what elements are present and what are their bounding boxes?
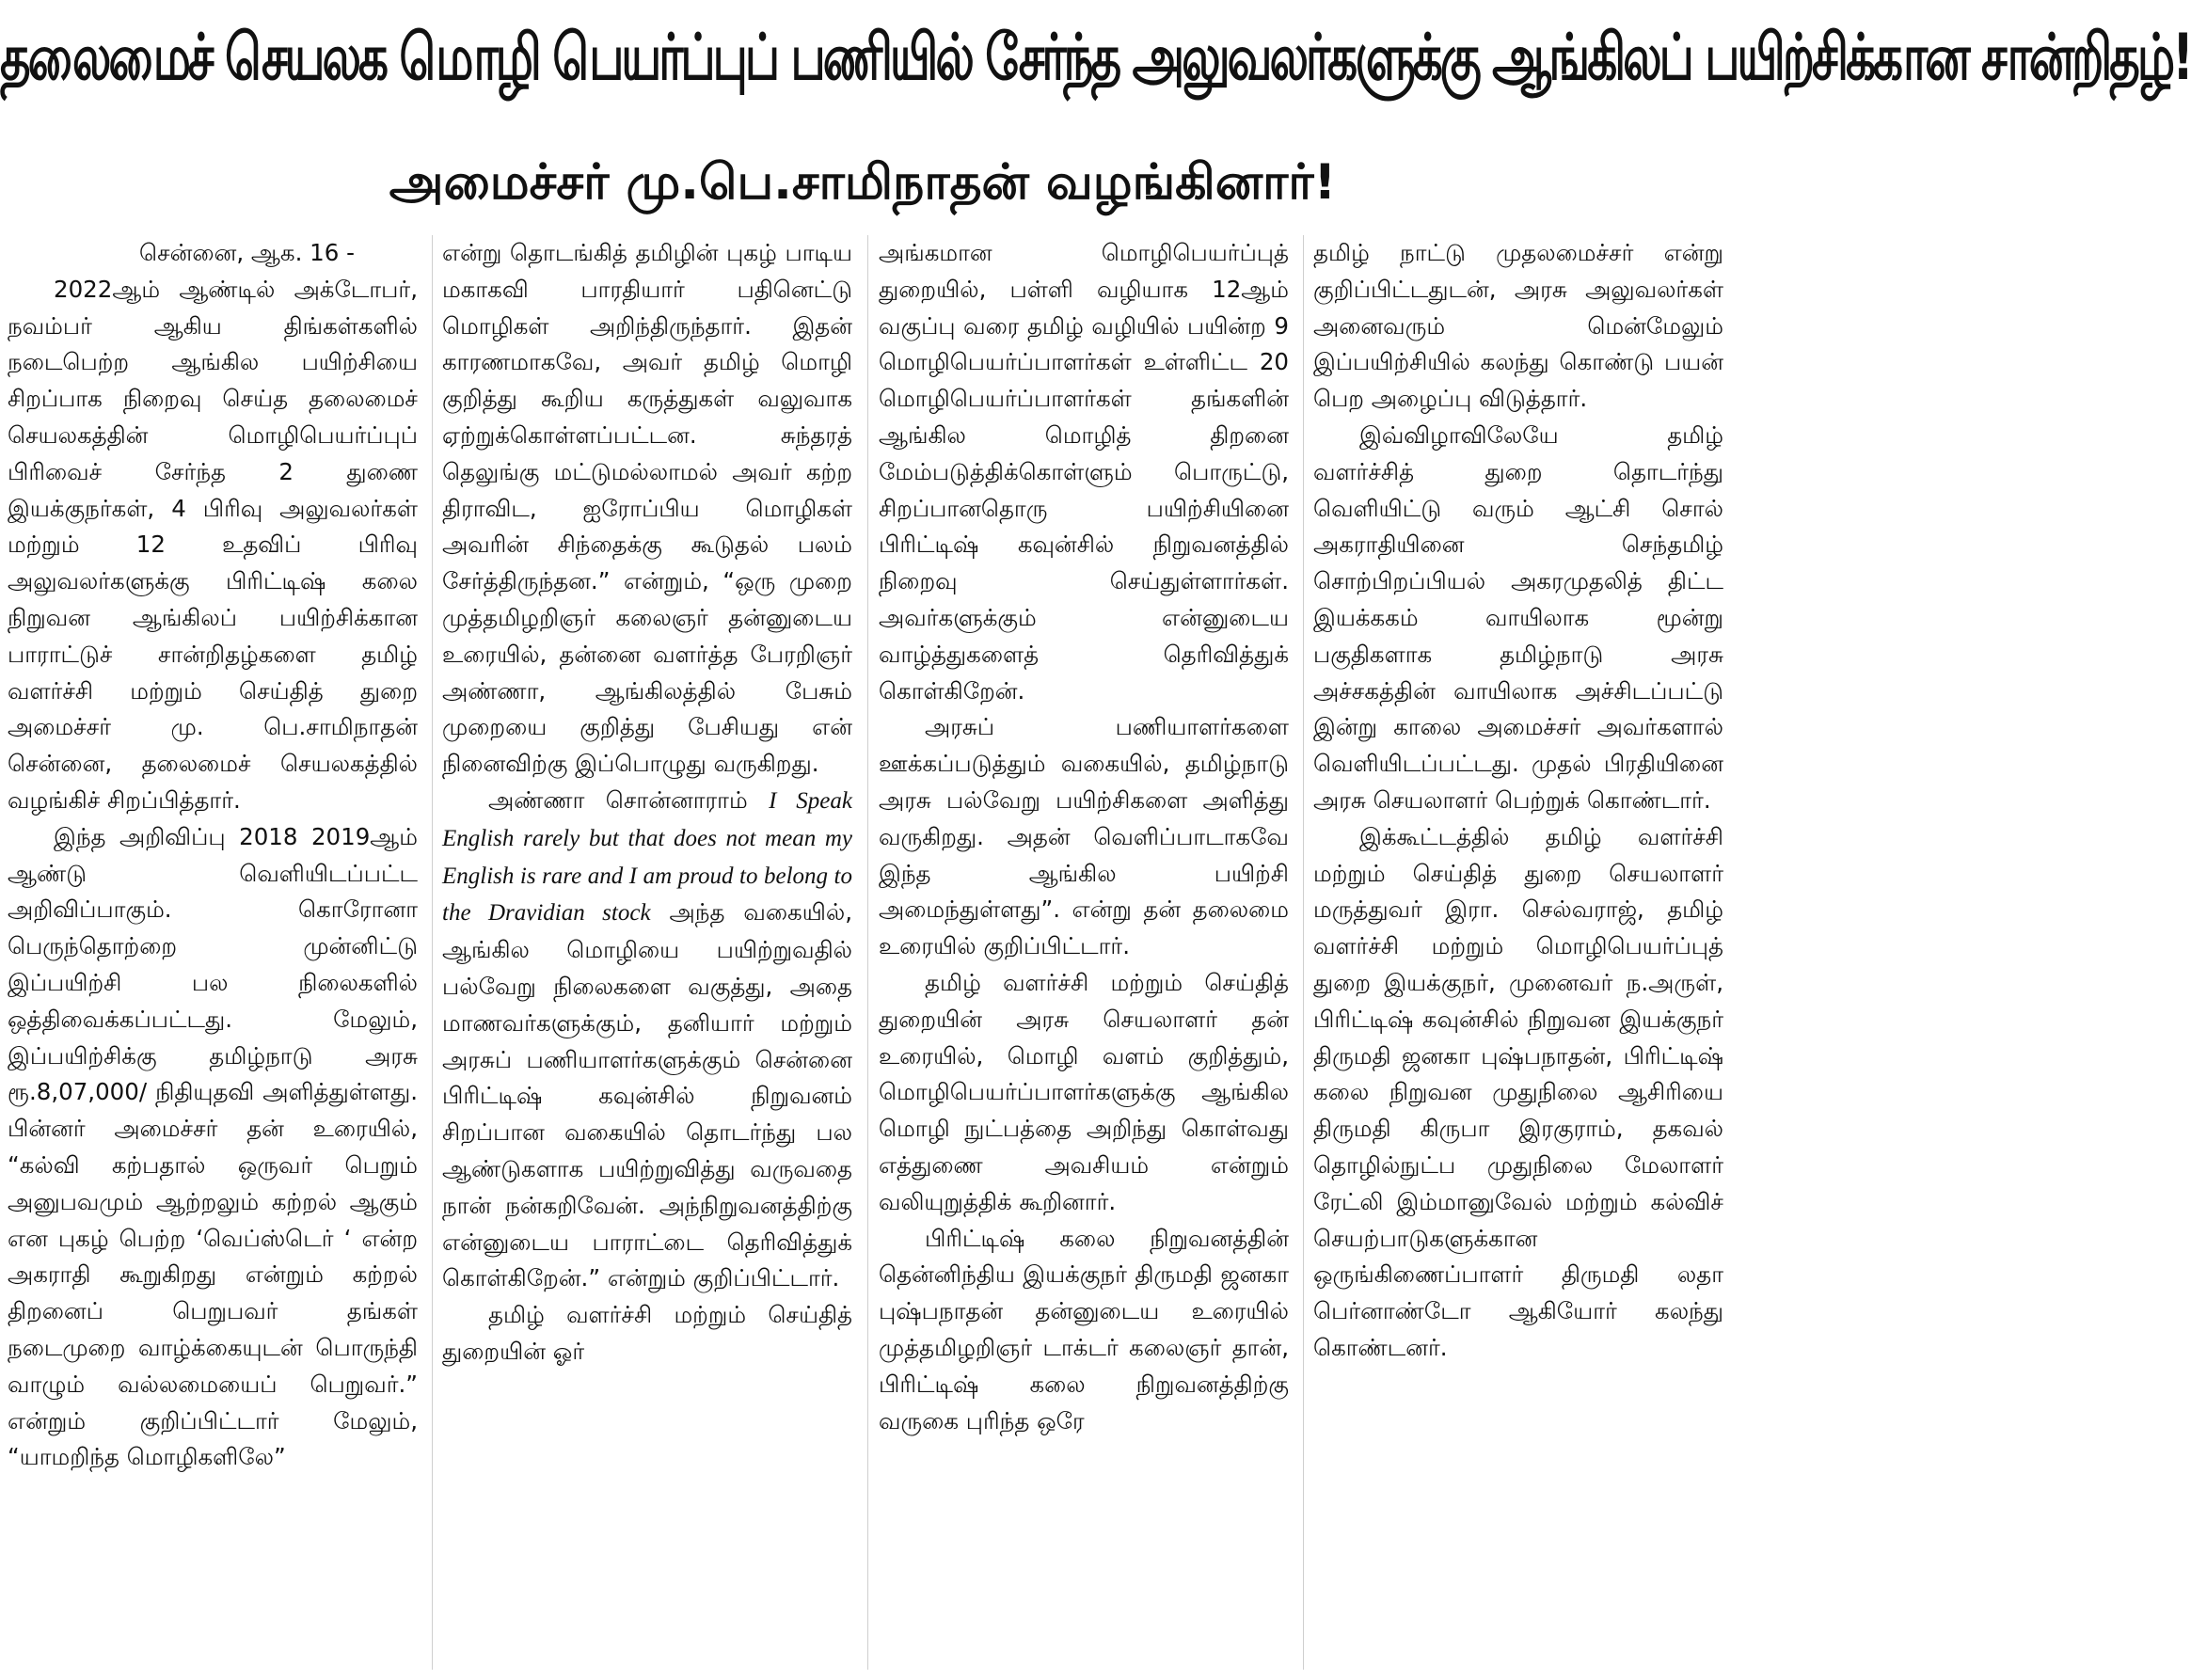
paragraph: தமிழ் வளர்ச்சி மற்றும் செய்தித் துறையின் அரசு செயலாளர் தன் உரையில், மொழி வளம் குறித்தும், மொழிபெயர்ப்பாளர்களுக்கு ஆங்கில மொழி நுட்பத்தை அறிந்து கொள்வது எத்துணை அவசியம் என்றும் வலியுறுத்திக் கூறினார். xyxy=(879,968,1289,1215)
subheadline: அமைச்சர் மு.பெ.சாமிநாதன் வழங்கினார்! xyxy=(389,154,1337,211)
column-divider xyxy=(432,235,433,1670)
paragraph: அரசுப் பணியாளர்களை ஊக்கப்படுத்தும் வகையில், தமிழ்நாடு அரசு பல்வேறு பயிற்சிகளை அளித்து வருகிறது. அதன் வெளிப்பாடாகவே இந்த ஆங்கில பயிற்சி அமைந்துள்ளது”. என்று தன் தலைமை உரையில் குறிப்பிட்டார். xyxy=(879,713,1289,960)
paragraph: 2022ஆம் ஆண்டில் அக்டோபர், நவம்பர் ஆகிய திங்கள்களில் நடைபெற்ற ஆங்கில பயிற்சியை சிறப்பாக நிறைவு செய்த தலைமைச் செயலகத்தின் மொழிபெயர்ப்புப் பிரிவைச் சேர்ந்த 2 துணை இயக்குநர்கள், 4 பிரிவு அலுவலர்கள் மற்றும் 12 உதவிப் பிரிவு அலுவலர்களுக்கு பிரிட்டிஷ் கலை நிறுவன ஆங்கிலப் பயிற்சிக்கான பாராட்டுச் சான்றிதழ்களை தமிழ் வளர்ச்சி மற்றும் செய்தித் துறை அமைச்சர் மு. பெ.சாமிநாதன் சென்னை, தலைமைச் செயலகத்தில் வழங்கிச் சிறப்பித்தார். xyxy=(8,275,418,814)
paragraph-continuation: அந்த வகையில், ஆங்கில மொழியை பயிற்றுவதில் பல்வேறு நிலைகளை வகுத்து, அதை மாணவர்களுக்கும், தனியார் மற்றும் அரசுப் பணியாளர்களுக்கும் சென்னை பிரிட்டிஷ் கவுன்சில் நிறுவனம் சிறப்பான வகையில் தொடர்ந்து பல ஆண்டுகளாக பயிற்றுவித்து வருவதை நான் நன்கறிவேன். அந்நிறுவனத்திற்கு என்னுடைய பாராட்டை தெரிவித்துக் கொள்கிறேன்.” என்றும் குறிப்பிட்டார். xyxy=(442,898,852,1292)
paragraph: பிரிட்டிஷ் கலை நிறுவனத்தின் தென்னிந்திய இயக்குநர் திருமதி ஜனகா புஷ்பநாதன் தன்னுடைய உரையில் முத்தமிழறிஞர் டாக்டர் கலைஞர் தான், பிரிட்டிஷ் கலை நிறுவனத்திற்கு வருகை புரிந்த ஒரே xyxy=(879,1224,1289,1434)
quote-intro: அண்ணா சொன்னாராம் xyxy=(488,785,748,814)
paragraph-with-quote xyxy=(442,783,852,1297)
paragraph: இந்த அறிவிப்பு 2018 2019ஆம் ஆண்டு வெளியிடப்பட்ட அறிவிப்பாகும். கொரோனா பெருந்தொற்றை முன்னிட்டு இப்பயிற்சி பல நிலைகளில் ஒத்திவைக்கப்பட்டது. மேலும், இப்பயிற்சிக்கு தமிழ்நாடு அரசு ரூ.8,07,000/ நிதியுதவி அளித்துள்ளது. பின்னர் அமைச்சர் தன் உரையில், “கல்வி கற்பதால் ஒருவர் பெறும் அனுபவமும் ஆற்றலும் கற்றல் ஆகும் என புகழ் பெற்ற ‘வெப்ஸ்டெர் ‘ என்ற அகராதி கூறுகிறது என்றும் கற்றல் திறனைப் பெறுபவர் தங்கள் நடைமுறை வாழ்க்கையுடன் பொருந்தி வாழும் வல்லமையைப் பெறுவர்.” என்றும் குறிப்பிட்டார் மேலும், “யாமறிந்த மொழிகளிலே” xyxy=(8,822,418,1471)
article-column-1 xyxy=(8,235,418,1674)
column-divider xyxy=(1303,235,1304,1670)
article-column-4 xyxy=(1313,235,1723,1674)
dateline: சென்னை, ஆக. 16 - xyxy=(139,239,355,266)
english-quote: I Speak English rarely but that does not mean my English is rare and I am proud to belong to the Dravidian stock xyxy=(442,787,852,927)
paragraph: இக்கூட்டத்தில் தமிழ் வளர்ச்சி மற்றும் செய்தித் துறை செயலாளர் மருத்துவர் இரா. செல்வராஜ், தமிழ் வளர்ச்சி மற்றும் மொழிபெயர்ப்புத் துறை இயக்குநர், முனைவர் ந.அருள், பிரிட்டிஷ் கவுன்சில் நிறுவன இயக்குநர் திருமதி ஜனகா புஷ்பநாதன், பிரிட்டிஷ் கலை நிறுவன முதுநிலை ஆசிரியை திருமதி கிருபா இரகுராம், தகவல் தொழில்நுட்ப முதுநிலை மேலாளர் ரேட்லி இம்மானுவேல் மற்றும் கல்விச் செயற்பாடுகளுக்கான ஒருங்கிணைப்பாளர் திருமதி லதா பெர்னாண்டோ ஆகியோர் கலந்து கொண்டனர். xyxy=(1313,822,1723,1361)
column-divider xyxy=(867,235,868,1670)
article-column-3 xyxy=(879,235,1289,1674)
paragraph: இவ்விழாவிலேயே தமிழ் வளர்ச்சித் துறை தொடர்ந்து வெளியிட்டு வரும் ஆட்சி சொல் அகராதியினை செந்தமிழ் சொற்பிறப்பியல் அகரமுதலித் திட்ட இயக்ககம் வாயிலாக மூன்று பகுதிகளாக தமிழ்நாடு அரசு அச்சகத்தின் வாயிலாக அச்சிடப்பட்டு இன்று காலை அமைச்சர் அவர்களால் வெளியிடப்பட்டது. முதல் பிரதியினை அரசு செயலாளர் பெற்றுக் கொண்டார். xyxy=(1313,420,1723,814)
article-column-2 xyxy=(442,235,852,1674)
paragraph: என்று தொடங்கித் தமிழின் புகழ் பாடிய மகாகவி பாரதியார் பதினெட்டு மொழிகள் அறிந்திருந்தார். இதன் காரணமாகவே, அவர் தமிழ் மொழி குறித்து கூறிய கருத்துகள் வலுவாக ஏற்றுக்கொள்ளப்பட்டன. சுந்தரத் தெலுங்கு மட்டுமல்லாமல் அவர் கற்ற திராவிட, ஐரோப்பிய மொழிகள் அவரின் சிந்தைக்கு கூடுதல் பலம் சேர்த்திருந்தன.” என்றும், “ஒரு முறை முத்தமிழறிஞர் கலைஞர் தன்னுடைய உரையில், தன்னை வளர்த்த பேரறிஞர் அண்ணா, ஆங்கிலத்தில் பேசும் முறையை குறித்து பேசியது என் நினைவிற்கு இப்பொழுது வருகிறது. xyxy=(442,239,852,778)
paragraph: தமிழ் வளர்ச்சி மற்றும் செய்தித் துறையின் ஓர் xyxy=(442,1301,852,1365)
headline: தலைமைச் செயலக மொழி பெயர்ப்புப் பணியில் சேர்ந்த அலுவலர்களுக்கு ஆங்கிலப் பயிற்சிக்கான சான்றிதழ்! xyxy=(0,21,2191,95)
paragraph: அங்கமான மொழிபெயர்ப்புத் துறையில், பள்ளி வழியாக 12ஆம் வகுப்பு வரை தமிழ் வழியில் பயின்ற 9 மொழிபெயர்ப்பாளர்கள் உள்ளிட்ட 20 மொழிபெயர்ப்பாளர்கள் தங்களின் ஆங்கில மொழித் திறனை மேம்படுத்திக்கொள்ளும் பொருட்டு, சிறப்பானதொரு பயிற்சியினை பிரிட்டிஷ் கவுன்சில் நிறுவனத்தில் நிறைவு செய்துள்ளார்கள். அவர்களுக்கும் என்னுடைய வாழ்த்துகளைத் தெரிவித்துக் கொள்கிறேன். xyxy=(879,239,1289,705)
paragraph: தமிழ் நாட்டு முதலமைச்சர் என்று குறிப்பிட்டதுடன், அரசு அலுவலர்கள் அனைவரும் மென்மேலும் இப்பயிற்சியில் கலந்து கொண்டு பயன் பெற அழைப்பு விடுத்தார். xyxy=(1313,239,1723,413)
